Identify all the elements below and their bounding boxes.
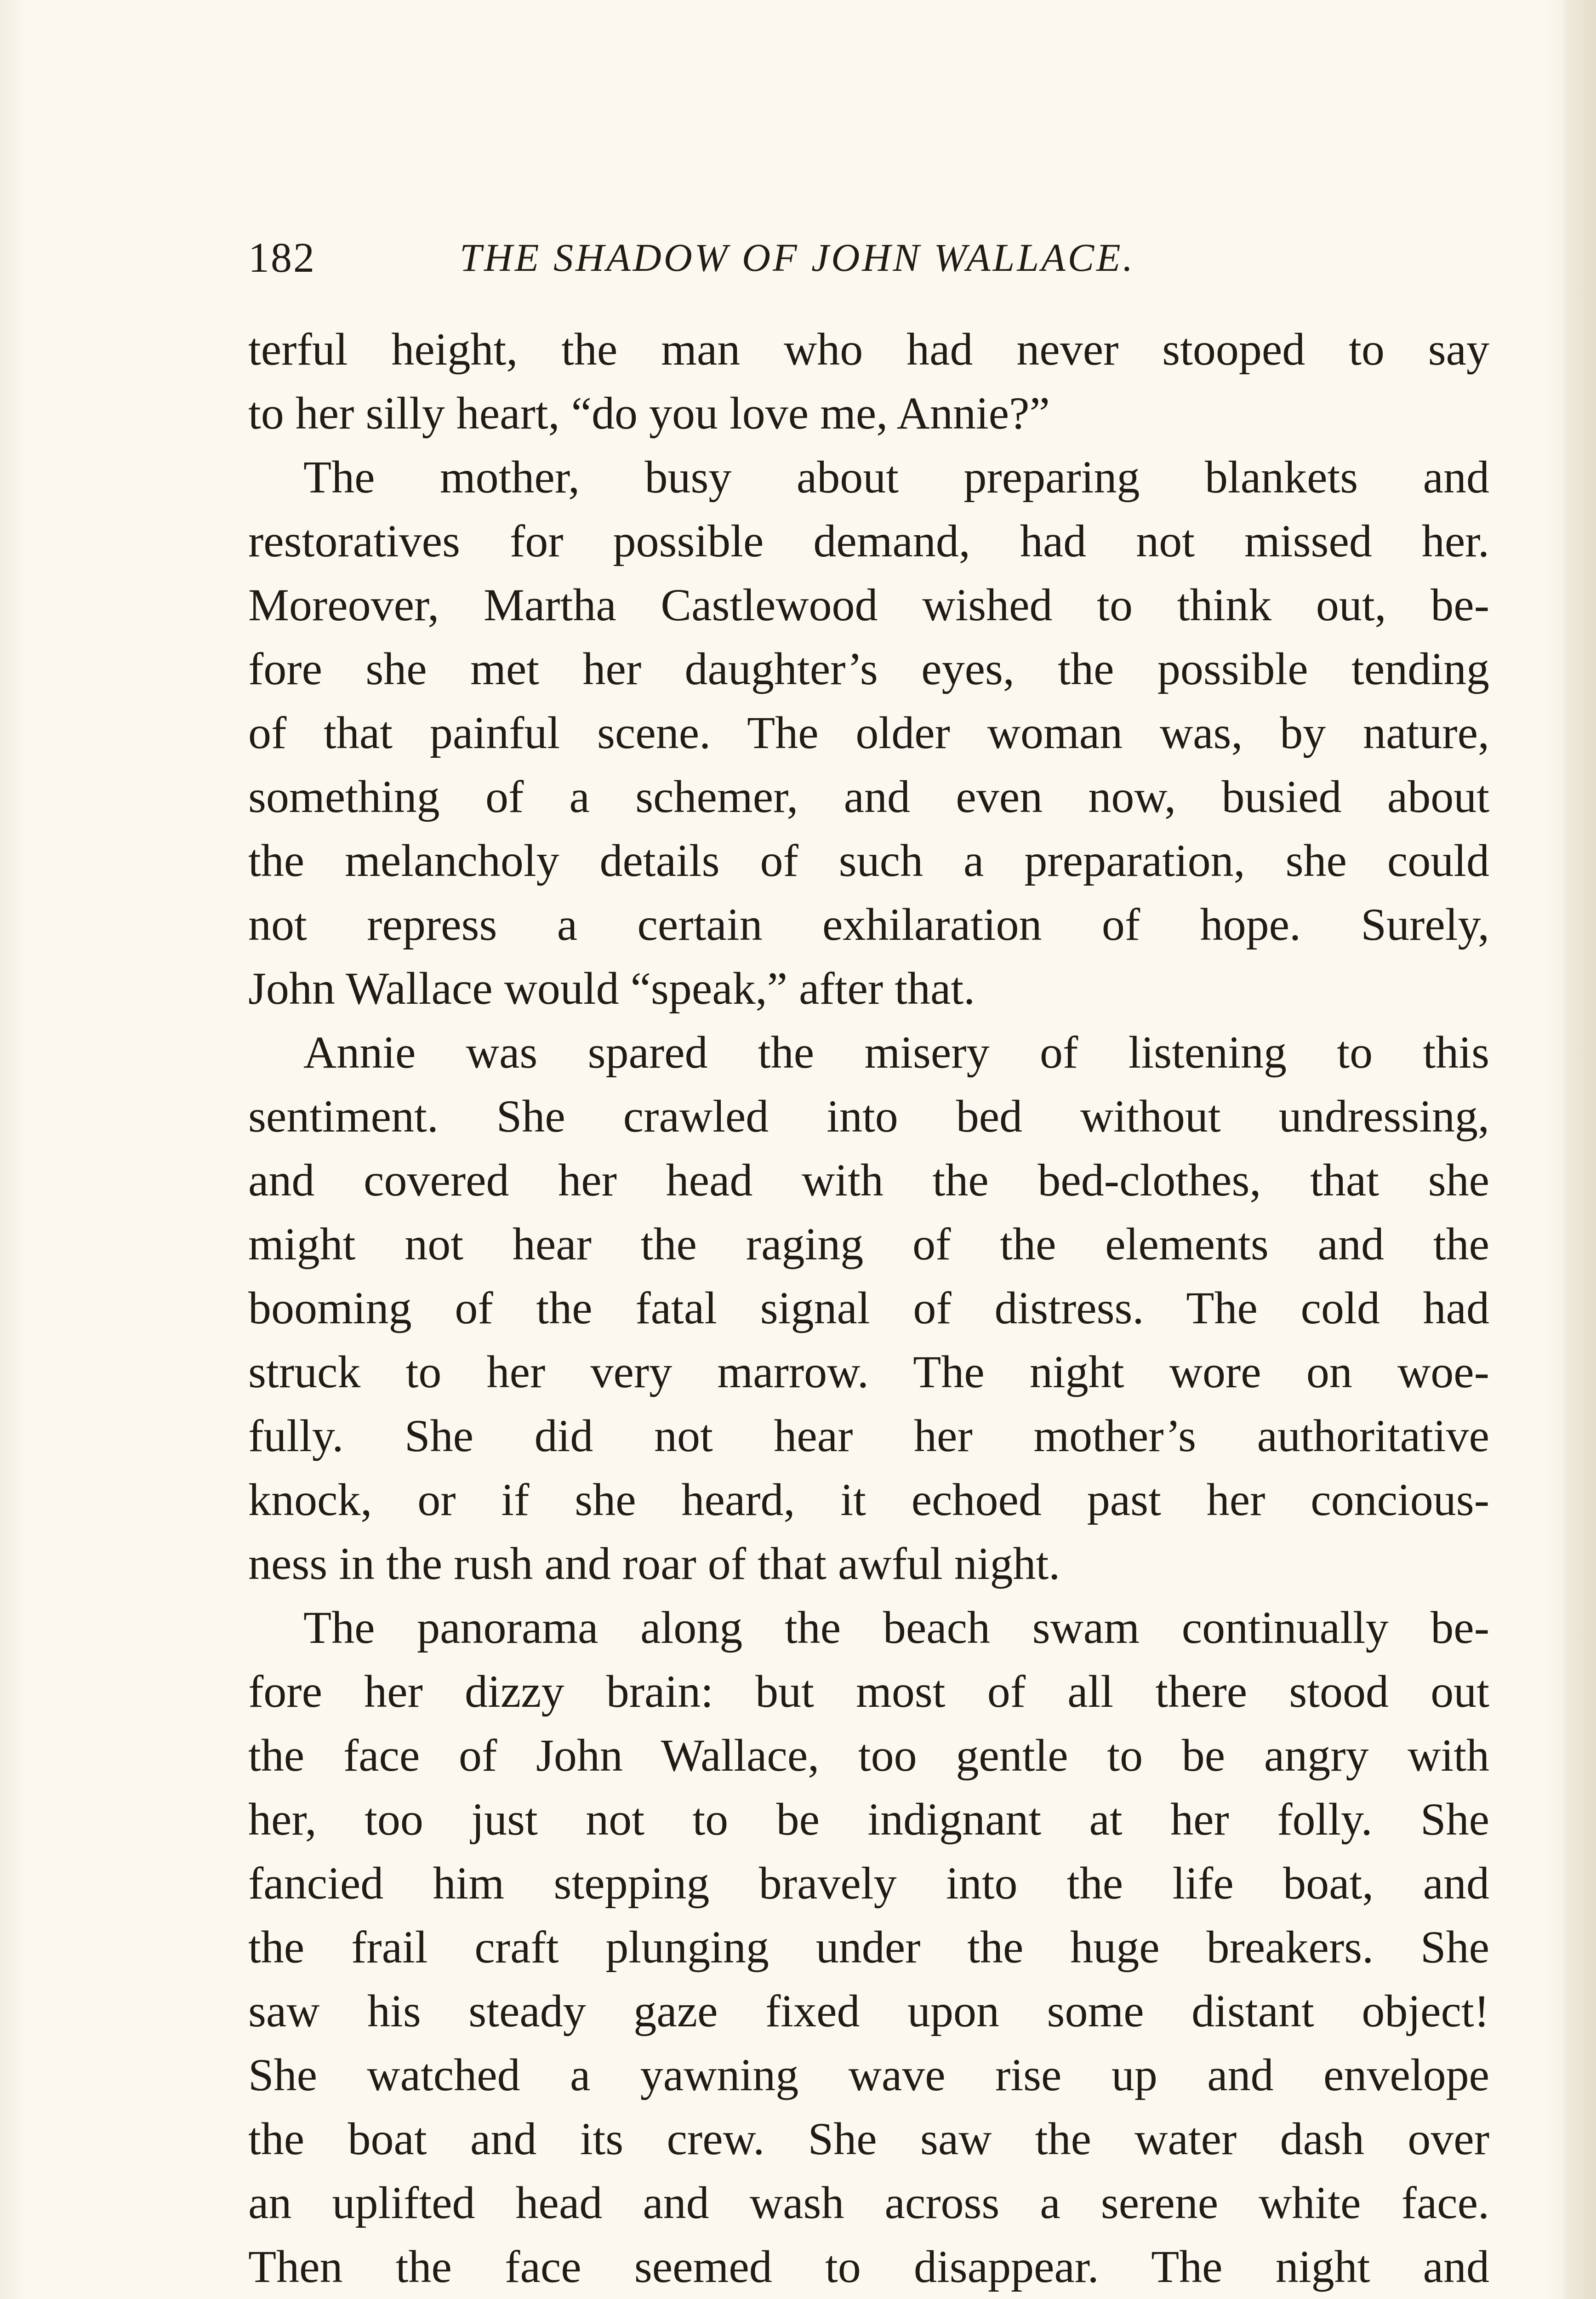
text-line: struck to her very marrow. The night wore on woe- (248, 1346, 1489, 1397)
text-line: to her silly heart, “do you love me, Annie?” (248, 388, 1050, 439)
text-line: The mother, busy about preparing blankets and (303, 452, 1489, 503)
text-line: fully. She did not hear her mother’s authoritative (248, 1410, 1489, 1461)
text-line: restoratives for possible demand, had not missed her. (248, 515, 1489, 566)
text-line: knock, or if she heard, it echoed past her concious- (248, 1474, 1489, 1525)
running-title: THE SHADOW OF JOHN WALLACE. (460, 235, 1135, 280)
running-head (248, 230, 1296, 285)
text-line: of that painful scene. The older woman was, by nature, (248, 707, 1489, 758)
text-line: might not hear the raging of the elements and the (248, 1218, 1489, 1270)
text-line: Annie was spared the misery of listening to this (303, 1027, 1489, 1078)
text-line: Moreover, Martha Castlewood wished to think out, be- (248, 579, 1489, 630)
text-line: fore she met her daughter’s eyes, the possible tending (248, 643, 1489, 694)
text-line: the boat and its crew. She saw the water dash over (248, 2113, 1489, 2164)
text-line: and covered her head with the bed-clothes, that she (248, 1155, 1489, 1206)
body-text (248, 317, 1489, 2299)
text-line: Then the face seemed to disappear. The night and (248, 2241, 1489, 2292)
text-line: her, too just not to be indignant at her folly. She (248, 1794, 1489, 1845)
text-line: something of a schemer, and even now, busied about (248, 771, 1489, 822)
text-line: She watched a yawning wave rise up and envelope (248, 2049, 1489, 2100)
text-line: terful height, the man who had never stooped to say (248, 324, 1489, 375)
text-line: the face of John Wallace, too gentle to be angry with (248, 1730, 1489, 1781)
text-line: the frail craft plunging under the huge breakers. She (248, 1922, 1489, 1973)
text-line: booming of the fatal signal of distress. The cold had (248, 1282, 1489, 1333)
text-line: not repress a certain exhilaration of hope. Surely, (248, 899, 1489, 950)
text-line: ness in the rush and roar of that awful night. (248, 1538, 1060, 1589)
text-line: saw his steady gaze fixed upon some distant object! (248, 1985, 1489, 2036)
page-number: 182 (248, 234, 316, 281)
text-line: The panorama along the beach swam continually be- (303, 1602, 1489, 1653)
text-line: fore her dizzy brain: but most of all there stood out (248, 1666, 1489, 1717)
page-edge (1564, 0, 1596, 2299)
text-line: fancied him stepping bravely into the life boat, and (248, 1858, 1489, 1909)
text-line: sentiment. She crawled into bed without undressing, (248, 1091, 1489, 1142)
text-line: John Wallace would “speak,” after that. (248, 963, 975, 1014)
text-line: an uplifted head and wash across a serene white face. (248, 2177, 1489, 2228)
text-line: the melancholy details of such a preparation, she could (248, 835, 1489, 886)
